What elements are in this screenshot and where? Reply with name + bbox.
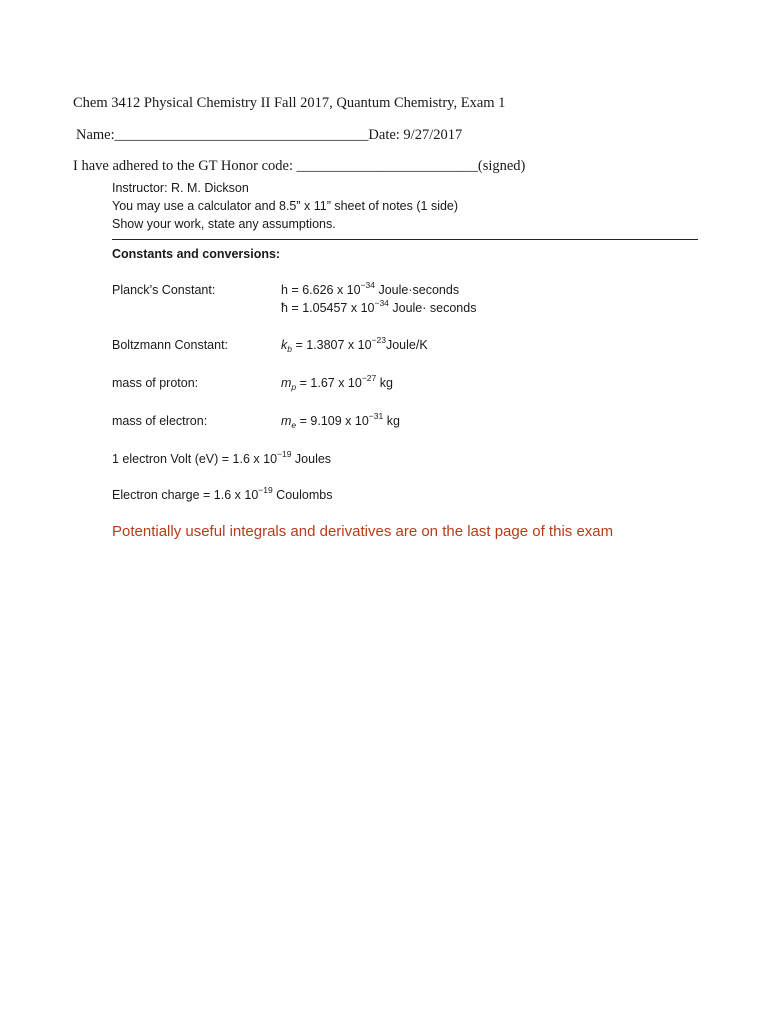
proton-mass-symbol: m — [281, 376, 292, 390]
electron-mass-value — [281, 410, 400, 430]
electron-mass-unit: kg — [383, 414, 400, 428]
electron-volt-prefix: 1 electron Volt (eV) = 1.6 x 10 — [112, 452, 278, 466]
proton-mass-label: mass of proton: — [112, 376, 199, 390]
electron-charge — [112, 484, 333, 502]
show-work-note: Show your work, state any assumptions. — [112, 217, 336, 231]
name-line — [76, 128, 462, 143]
electron-mass-symbol: m — [281, 414, 292, 428]
boltzmann-symbol: k — [281, 338, 288, 352]
planck-label: Planck’s Constant: — [112, 283, 216, 297]
proton-mass-prefix: = 1.67 x 10 — [296, 376, 362, 390]
electron-charge-exponent: −19 — [258, 484, 273, 495]
honor-code-line — [73, 159, 525, 174]
electron-charge-unit: Coulombs — [272, 488, 333, 502]
planck-h-exponent: −34 — [360, 279, 375, 290]
electron-volt-conversion — [112, 448, 332, 466]
planck-hbar-exponent: −34 — [374, 297, 389, 308]
proton-mass-unit: kg — [376, 376, 393, 390]
planck-hbar-value — [281, 297, 477, 315]
name-label: Name: — [76, 127, 115, 143]
electron-charge-prefix: Electron charge = 1.6 x 10 — [112, 488, 259, 502]
proton-mass-exponent: −27 — [361, 372, 377, 383]
electron-volt-exponent: −19 — [277, 448, 292, 459]
name-blank: ___________________________________ — [114, 127, 369, 143]
boltzmann-exponent: −23 — [371, 334, 386, 345]
date-label: Date: 9/27/2017 — [368, 127, 463, 143]
boltzmann-unit: Joule/K — [385, 338, 428, 352]
signature-blank: _________________________ — [296, 158, 478, 174]
electron-mass-exponent: −31 — [368, 410, 384, 421]
signed-label: (signed) — [477, 158, 526, 174]
boltzmann-label: Boltzmann Constant: — [112, 338, 229, 352]
instructor-line: Instructor: R. M. Dickson — [112, 181, 249, 195]
planck-hbar-unit: Joule· seconds — [388, 301, 477, 315]
boltzmann-prefix: = 1.3807 x 10 — [291, 338, 372, 352]
electron-mass-subscript: e — [291, 420, 297, 430]
boltzmann-value — [281, 334, 428, 354]
planck-h-prefix: h = 6.626 x 10 — [281, 283, 361, 297]
planck-h-unit: Joule·seconds — [375, 283, 460, 297]
planck-h-value — [281, 279, 460, 297]
exam-title: Chem 3412 Physical Chemistry II Fall 2017, Quantum Chemistry, Exam 1 — [73, 95, 506, 111]
integrals-note: Potentially useful integrals and derivatives are on the last page of this exam — [112, 523, 614, 540]
divider-line — [112, 239, 698, 240]
constants-heading: Constants and conversions: — [112, 247, 281, 261]
boltzmann-subscript: b — [287, 344, 292, 354]
planck-hbar-prefix: ħ = 1.05457 x 10 — [281, 301, 375, 315]
electron-mass-label: mass of electron: — [112, 414, 208, 428]
electron-volt-unit: Joules — [291, 452, 332, 466]
proton-mass-value — [281, 372, 393, 392]
proton-mass-subscript: p — [291, 382, 297, 392]
calculator-note: You may use a calculator and 8.5” x 11” sheet of notes (1 side) — [112, 199, 459, 213]
honor-code-text: I have adhered to the GT Honor code: — [73, 158, 297, 174]
electron-mass-prefix: = 9.109 x 10 — [296, 414, 369, 428]
